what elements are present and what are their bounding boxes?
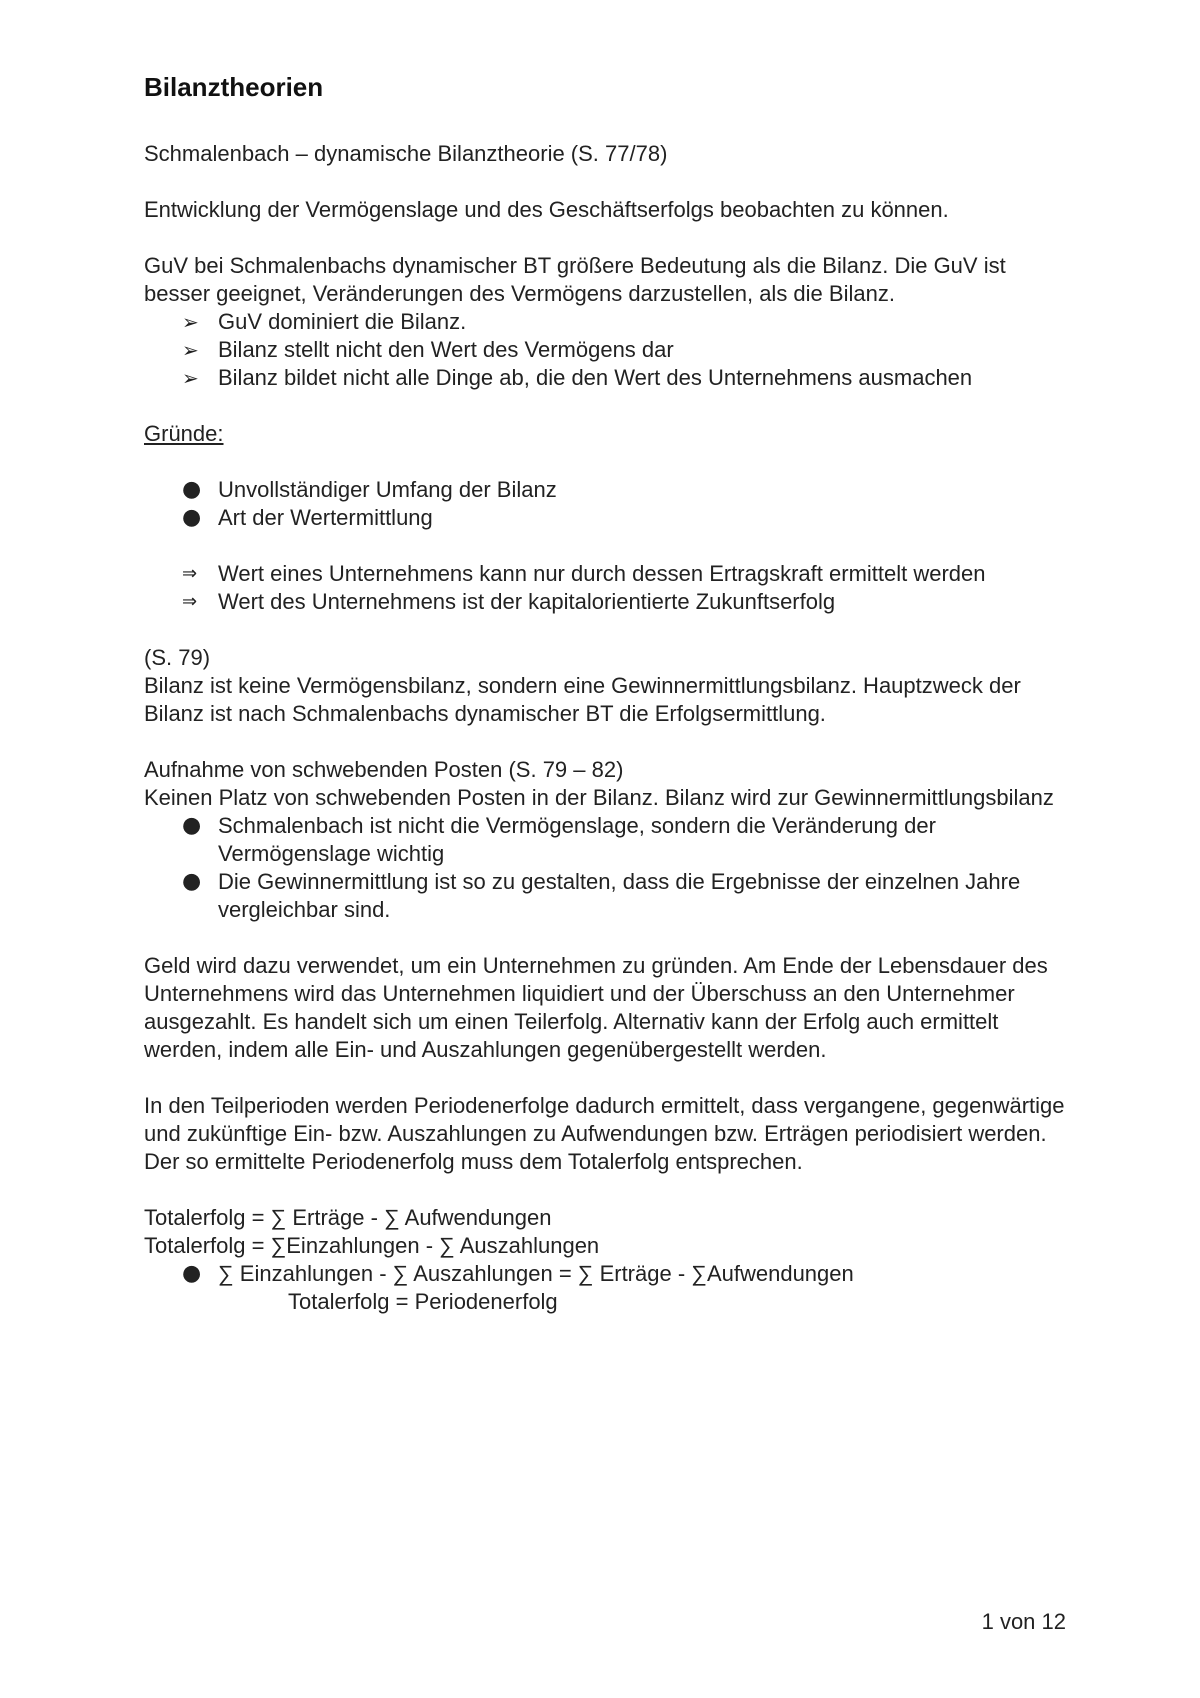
- list-item: [144, 812, 1074, 868]
- posten-heading: Aufnahme von schwebenden Posten (S. 79 – 82): [144, 757, 624, 782]
- list-item-text: GuV dominiert die Bilanz.: [218, 309, 467, 334]
- implies-list: [144, 560, 1074, 616]
- list-item: [144, 476, 1074, 504]
- list-item: [144, 504, 1074, 532]
- page-number: 1 von 12: [981, 1609, 1066, 1634]
- intro-paragraph: Entwicklung der Vermögenslage und des Geschäftserfolgs beobachten zu können.: [144, 197, 949, 222]
- list-item: [144, 868, 1074, 924]
- list-item: [144, 560, 1074, 588]
- arrowhead-bullet-icon: ➢: [182, 338, 199, 362]
- list-item-text: Art der Wertermittlung: [218, 505, 433, 530]
- implies-arrow-icon: ⇒: [182, 563, 198, 584]
- bilanz-paragraph: Bilanz ist keine Vermögensbilanz, sondern eine Gewinnermittlungsbilanz. Hauptzweck der Bilanz ist nach Schmalenbachs dynamischer BT die Erfolgsermittlung.: [144, 673, 1021, 726]
- list-item-text: Wert des Unternehmens ist der kapitalorientierte Zukunftserfolg: [218, 589, 836, 614]
- arrowhead-bullet-icon: ➢: [182, 310, 199, 334]
- formula-conclusion: Totalerfolg = Periodenerfolg: [288, 1289, 558, 1314]
- list-item-text: Schmalenbach ist nicht die Vermögenslage, sondern die Veränderung der Vermögenslage wichtig: [218, 813, 936, 866]
- formula-line: Totalerfolg = ∑ Erträge - ∑ Aufwendungen: [144, 1205, 552, 1230]
- implies-arrow-icon: ⇒: [182, 591, 198, 612]
- arrowhead-bullet-icon: ➢: [182, 366, 199, 390]
- geld-paragraph: Geld wird dazu verwendet, um ein Unternehmen zu gründen. Am Ende der Lebensdauer des Unternehmens wird das Unternehmen liquidiert und der Überschuss an den Unternehmer ausgezahlt. Es handelt sich um einen Teilerfolg. Alternativ kann der Erfolg auch ermittelt werden, indem alle Ein- und Auszahlungen gegenübergestellt werden.: [144, 953, 1048, 1062]
- formula-list: [144, 1260, 1074, 1288]
- list-item: [144, 588, 1074, 616]
- list-item-text: Die Gewinnermittlung ist so zu gestalten, dass die Ergebnisse der einzelnen Jahre vergleichbar sind.: [218, 869, 1021, 922]
- page-reference: (S. 79): [144, 645, 211, 670]
- guv-paragraph: GuV bei Schmalenbachs dynamischer BT größere Bedeutung als die Bilanz. Die GuV ist besser geeignet, Veränderungen des Vermögens darzustellen, als die Bilanz.: [144, 253, 1006, 306]
- formula-line: Totalerfolg = ∑Einzahlungen - ∑ Auszahlungen: [144, 1233, 600, 1258]
- posten-list: [144, 812, 1074, 924]
- list-item-text: Unvollständiger Umfang der Bilanz: [218, 477, 557, 502]
- posten-paragraph: Keinen Platz von schwebenden Posten in der Bilanz. Bilanz wird zur Gewinnermittlungsbilanz: [144, 785, 1054, 810]
- list-item: [144, 308, 1074, 336]
- page-title: Bilanztheorien: [144, 72, 324, 102]
- list-item: [144, 364, 1074, 392]
- section-subtitle: Schmalenbach – dynamische Bilanztheorie (S. 77/78): [144, 141, 668, 166]
- document-content: [144, 70, 1074, 1316]
- dot-bullet-icon: ●: [182, 869, 202, 894]
- list-item: [144, 1260, 1074, 1288]
- list-item-text: Bilanz stellt nicht den Wert des Vermögens dar: [218, 337, 674, 362]
- gruende-heading: Gründe:: [144, 421, 224, 446]
- list-item-text: Wert eines Unternehmens kann nur durch dessen Ertragskraft ermittelt werden: [218, 561, 986, 586]
- arrow-list: [144, 308, 1074, 392]
- list-item-text: ∑ Einzahlungen - ∑ Auszahlungen = ∑ Erträge - ∑Aufwendungen: [218, 1261, 854, 1286]
- dot-bullet-icon: ●: [182, 813, 202, 838]
- dot-bullet-icon: ●: [182, 477, 202, 502]
- dot-bullet-icon: ●: [182, 505, 202, 530]
- gruende-list: [144, 476, 1074, 532]
- list-item: [144, 336, 1074, 364]
- list-item-text: Bilanz bildet nicht alle Dinge ab, die den Wert des Unternehmens ausmachen: [218, 365, 973, 390]
- dot-bullet-icon: ●: [182, 1261, 202, 1286]
- teilperioden-paragraph: In den Teilperioden werden Periodenerfolge dadurch ermittelt, dass vergangene, gegenwärtige und zukünftige Ein- bzw. Auszahlungen zu Aufwendungen bzw. Erträgen periodisiert werden. Der so ermittelte Periodenerfolg muss dem Totalerfolg entsprechen.: [144, 1093, 1065, 1174]
